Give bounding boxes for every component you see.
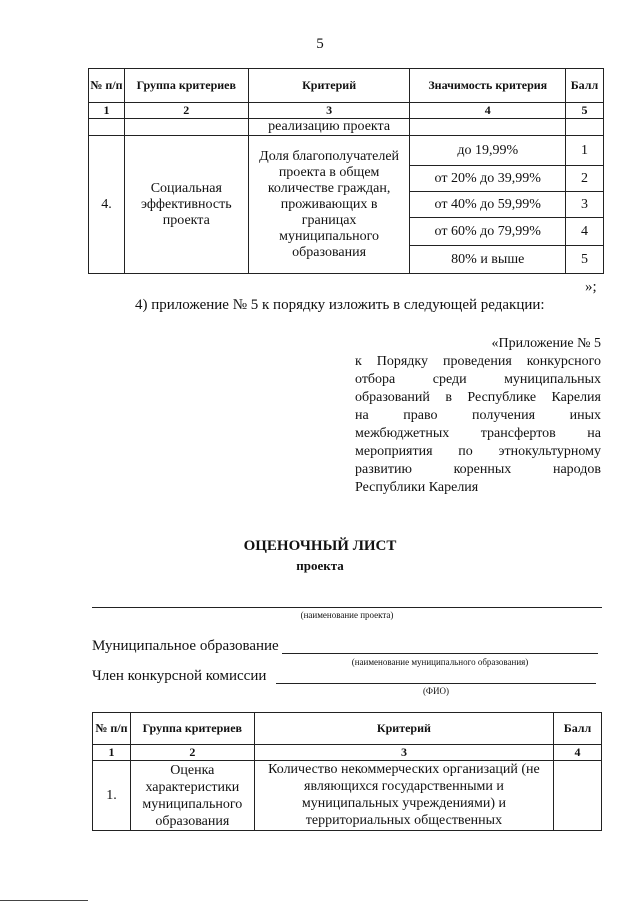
- criteria-table-continued: [88, 68, 604, 274]
- header-number: № п/п: [93, 713, 131, 745]
- page-number: 5: [316, 36, 324, 52]
- column-number-row: [89, 103, 604, 119]
- row-score[interactable]: [554, 761, 602, 831]
- col-number-3: 3: [248, 103, 410, 119]
- header-number: № п/п: [89, 69, 125, 103]
- col-number-4: 4: [410, 103, 566, 119]
- appendix-line: Республики Карелия: [355, 480, 479, 495]
- table-row: [93, 761, 602, 831]
- header-criterion: Критерий: [254, 713, 553, 745]
- column-number-row: [93, 745, 602, 761]
- col-number-4: 4: [554, 745, 602, 761]
- row-number: 4.: [89, 136, 125, 274]
- score-5: 5: [566, 246, 604, 274]
- row-criterion: Доля благополучателей проекта в общем количестве граждан, проживающих в границах муниципального образования: [248, 136, 410, 274]
- table-row: [89, 136, 604, 166]
- appendix-line: развитию коренных народов: [355, 462, 601, 477]
- score-4: 4: [566, 218, 604, 246]
- table-header-row: [89, 69, 604, 103]
- header-score: Балл: [554, 713, 602, 745]
- appendix-line: к Порядку проведения конкурсного: [355, 354, 601, 369]
- appendix-line: образований в Республике Карелия: [355, 390, 601, 405]
- score-1: 1: [566, 136, 604, 166]
- col-number-1: 1: [89, 103, 125, 119]
- significance-level-4: от 60% до 79,99%: [410, 218, 566, 246]
- col-number-2: 2: [124, 103, 248, 119]
- municipality-caption: (наименование муниципального образования): [351, 657, 529, 667]
- commission-member-label: Член конкурсной комиссии: [92, 668, 267, 684]
- score-2: 2: [566, 166, 604, 192]
- row-group: Оценка характеристики муниципального образования: [130, 761, 254, 831]
- appendix-line: отбора среди муниципальных: [355, 372, 601, 387]
- project-name-field[interactable]: [92, 607, 602, 608]
- closing-mark: »;: [585, 279, 597, 295]
- col-number-1: 1: [93, 745, 131, 761]
- assessment-table: [92, 712, 602, 831]
- instruction-paragraph: 4) приложение № 5 к порядку изложить в следующей редакции:: [135, 297, 545, 313]
- significance-level-2: от 20% до 39,99%: [410, 166, 566, 192]
- row-criterion: Количество некоммерческих организаций (не являющихся государственными и муниципальных учреждениями) и территориальных общественных: [254, 761, 553, 831]
- significance-level-3: от 40% до 59,99%: [410, 192, 566, 218]
- significance-level-5: 80% и выше: [410, 246, 566, 274]
- commission-member-field[interactable]: [276, 683, 596, 684]
- commission-member-caption: (ФИО): [422, 686, 450, 696]
- sheet-subtitle: проекта: [296, 558, 344, 573]
- header-significance: Значимость критерия: [410, 69, 566, 103]
- sheet-title: ОЦЕНОЧНЫЙ ЛИСТ: [243, 538, 397, 554]
- row-number: 1.: [93, 761, 131, 831]
- header-group: Группа критериев: [124, 69, 248, 103]
- municipality-field[interactable]: [282, 653, 598, 654]
- appendix-line: межбюджетных трансфертов на: [355, 426, 601, 441]
- appendix-line: мероприятия по этнокультурному: [355, 444, 601, 459]
- score-3: 3: [566, 192, 604, 218]
- header-criterion: Критерий: [248, 69, 410, 103]
- appendix-line: на право получения иных: [355, 408, 601, 423]
- continuation-row: [89, 119, 604, 136]
- appendix-header: [355, 335, 601, 497]
- col-number-2: 2: [130, 745, 254, 761]
- row-group: Социальная эффективность проекта: [124, 136, 248, 274]
- municipality-label: Муниципальное образование: [92, 638, 279, 654]
- header-group: Группа критериев: [130, 713, 254, 745]
- col-number-3: 3: [254, 745, 553, 761]
- table-header-row: [93, 713, 602, 745]
- col-number-5: 5: [566, 103, 604, 119]
- project-name-caption: (наименование проекта): [300, 610, 394, 620]
- continuation-text: реализацию проекта: [248, 119, 410, 136]
- significance-level-1: до 19,99%: [410, 136, 566, 166]
- header-score: Балл: [566, 69, 604, 103]
- footnote-divider: [0, 900, 88, 901]
- appendix-title: «Приложение № 5: [491, 336, 601, 351]
